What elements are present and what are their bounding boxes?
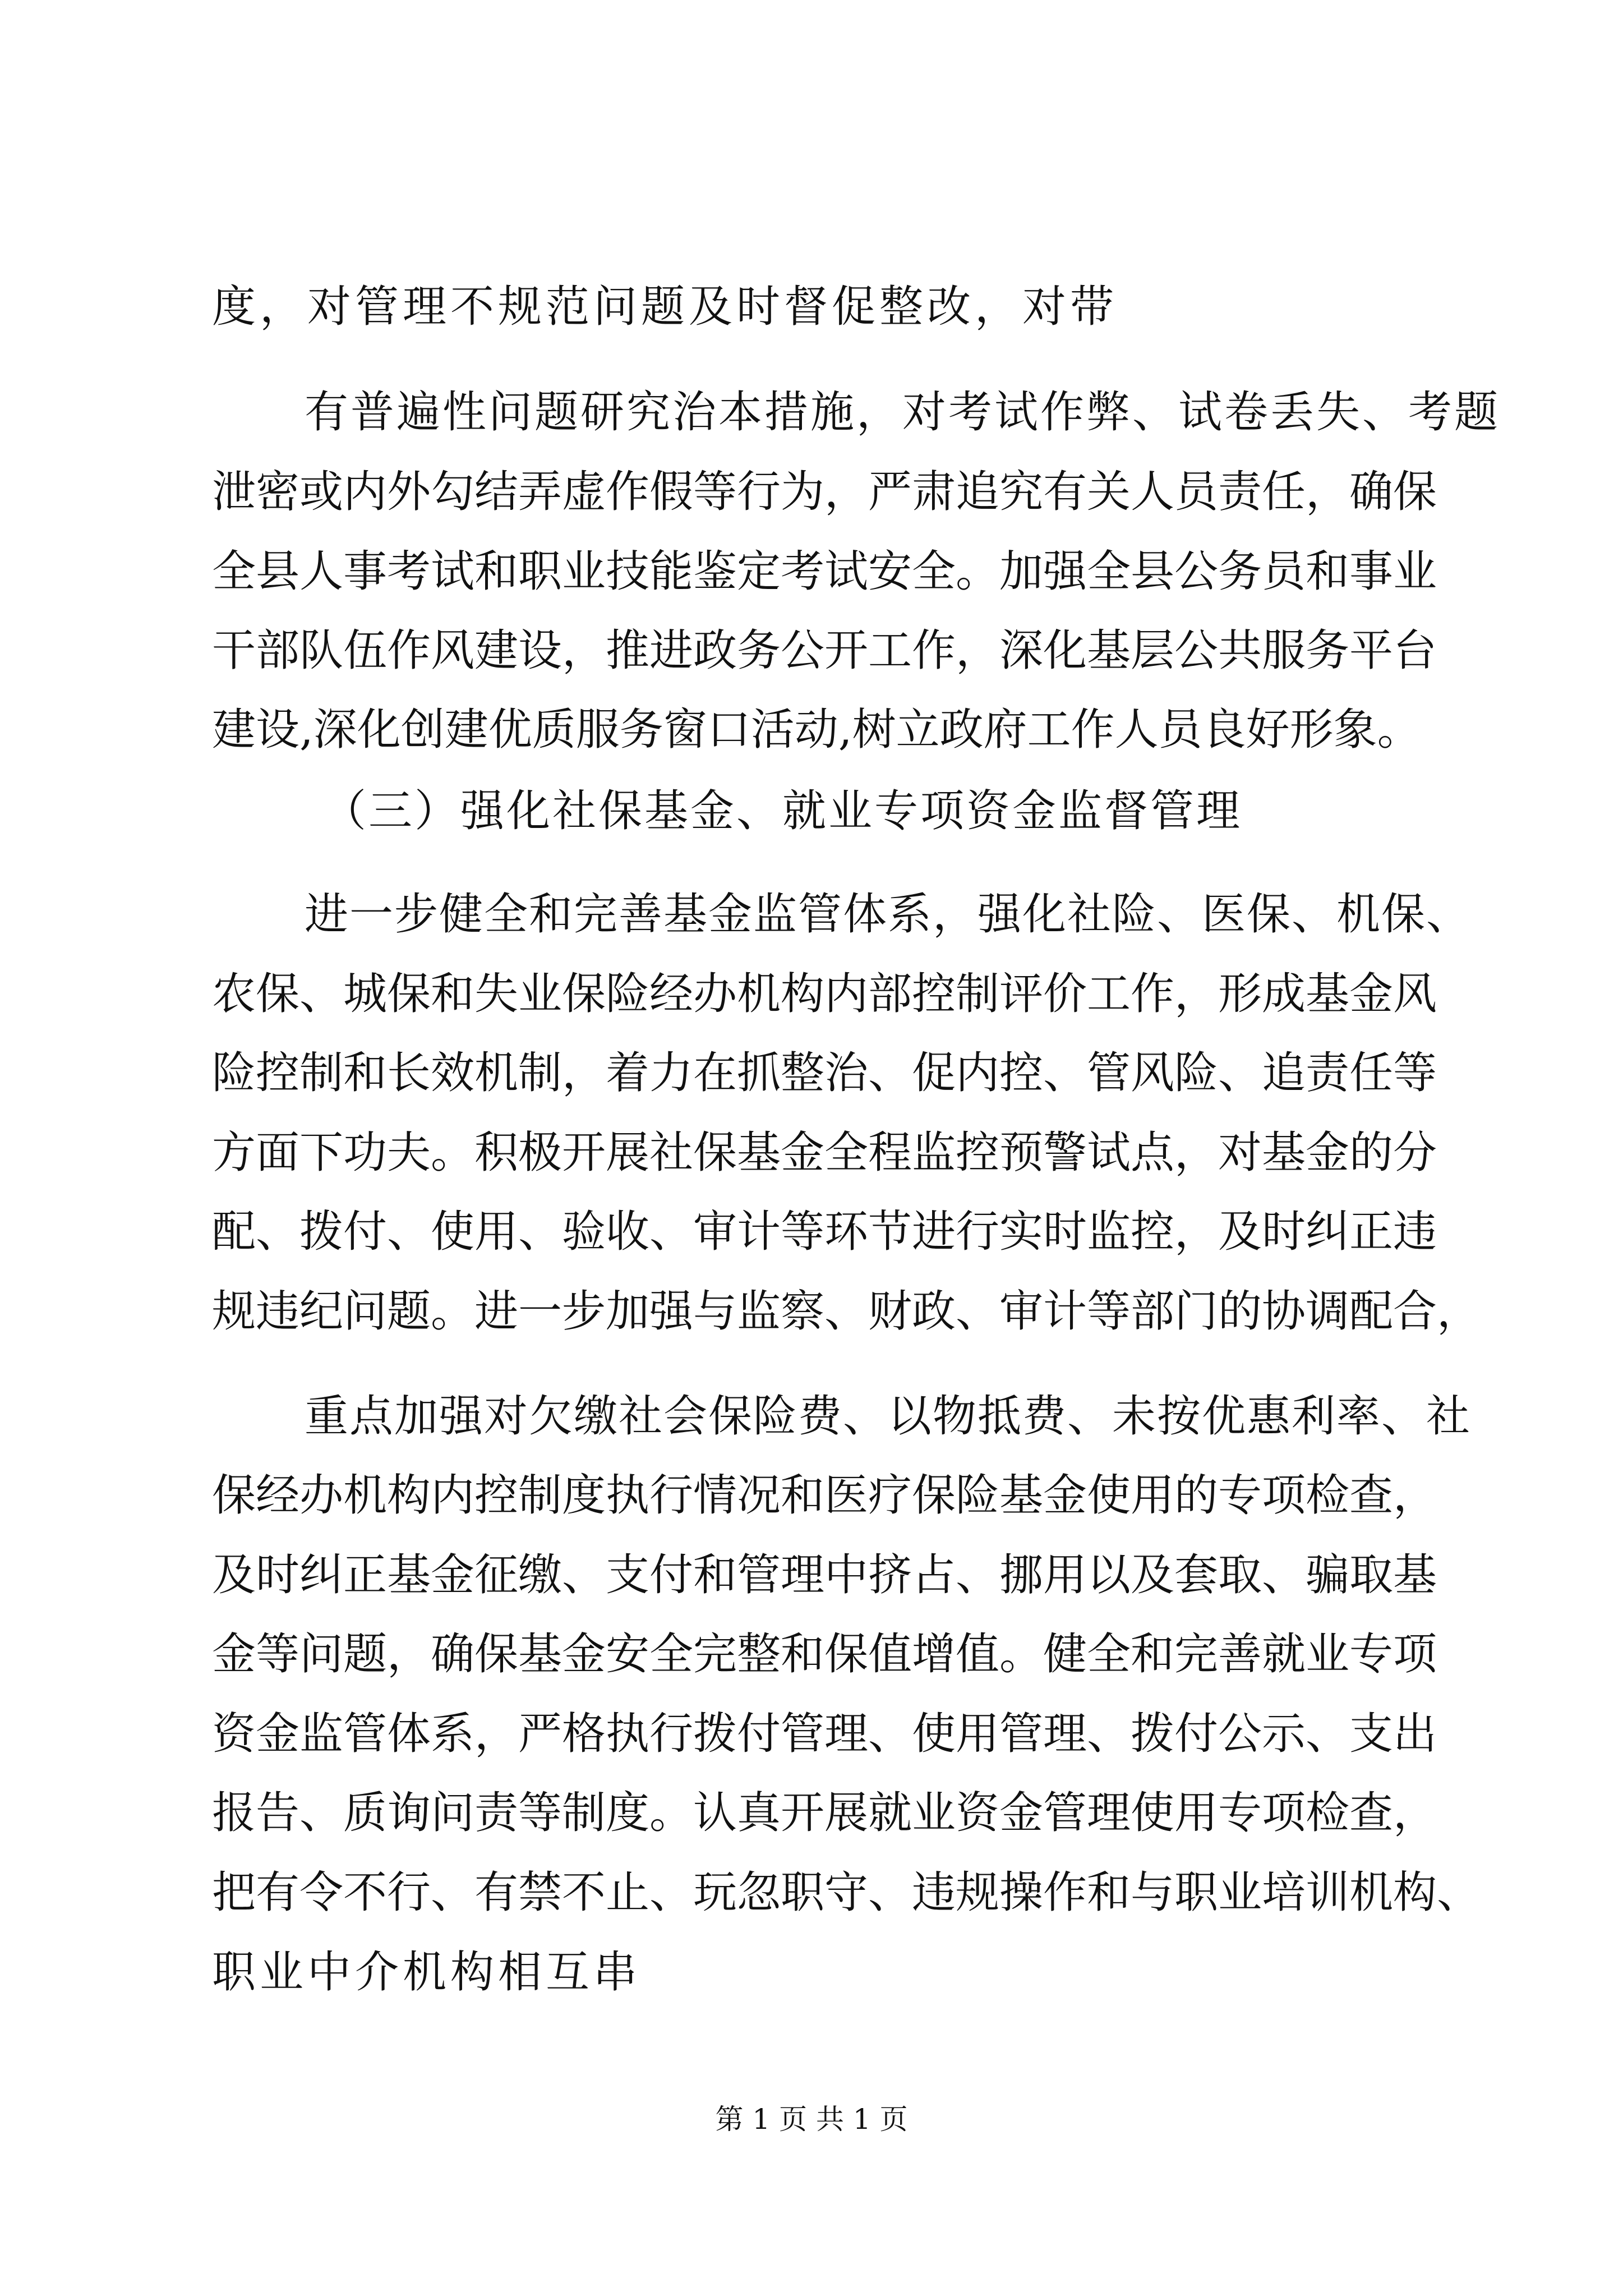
text-line-12: 配、拨付、使用、验收、审计等环节进行实时监控，及时纠正违	[212, 1207, 1437, 1257]
text-line-3: 泄密或内外勾结弄虚作假等行为，严肃追究有关人员责任，确保	[212, 467, 1437, 517]
section-heading: （三）强化社保基金、就业专项资金监督管理	[322, 786, 1243, 836]
text-line-10: 险控制和长效机制，着力在抓整治、促内控、管风险、追责任等	[212, 1048, 1437, 1098]
text-line-2: 有普遍性问题研究治本措施，对考试作弊、试卷丢失、考题	[305, 387, 1501, 438]
text-line-1: 度，对管理不规范问题及时督促整改，对带	[212, 282, 1118, 332]
text-line-4: 全县人事考试和职业技能鉴定考试安全。加强全县公务员和事业	[212, 546, 1437, 597]
text-line-16: 及时纠正基金征缴、支付和管理中挤占、挪用以及套取、骗取基	[212, 1550, 1437, 1600]
text-line-9: 农保、城保和失业保险经办机构内部控制评价工作，形成基金风	[212, 969, 1437, 1019]
text-line-21: 职业中介机构相互串	[212, 1947, 642, 1998]
text-line-17: 金等问题，确保基金安全完整和保值增值。健全和完善就业专项	[212, 1629, 1437, 1680]
text-line-14: 重点加强对欠缴社会保险费、以物抵费、未按优惠利率、社	[305, 1391, 1472, 1442]
text-line-18: 资金监管体系，严格执行拨付管理、使用管理、拨付公示、支出	[212, 1709, 1437, 1759]
text-line-19: 报告、质询问责等制度。认真开展就业资金管理使用专项检查，	[212, 1788, 1437, 1838]
text-line-20: 把有令不行、有禁不止、玩忽职守、违规操作和与职业培训机构、	[212, 1867, 1481, 1918]
text-line-8: 进一步健全和完善基金监管体系，强化社险、医保、机保、	[305, 889, 1472, 940]
text-line-6: 建设,深化创建优质服务窗口活动,树立政府工作人员良好形象。	[212, 705, 1421, 755]
text-line-5: 干部队伍作风建设，推进政务公开工作，深化基层公共服务平台	[212, 625, 1437, 676]
text-line-15: 保经办机构内控制度执行情况和医疗保险基金使用的专项检查，	[212, 1470, 1437, 1521]
page-footer: 第 1 页 共 1 页	[715, 2103, 908, 2136]
text-line-13: 规违纪问题。进一步加强与监察、财政、审计等部门的协调配合，	[212, 1286, 1481, 1337]
text-line-11: 方面下功夫。积极开展社保基金全程监控预警试点，对基金的分	[212, 1128, 1437, 1178]
